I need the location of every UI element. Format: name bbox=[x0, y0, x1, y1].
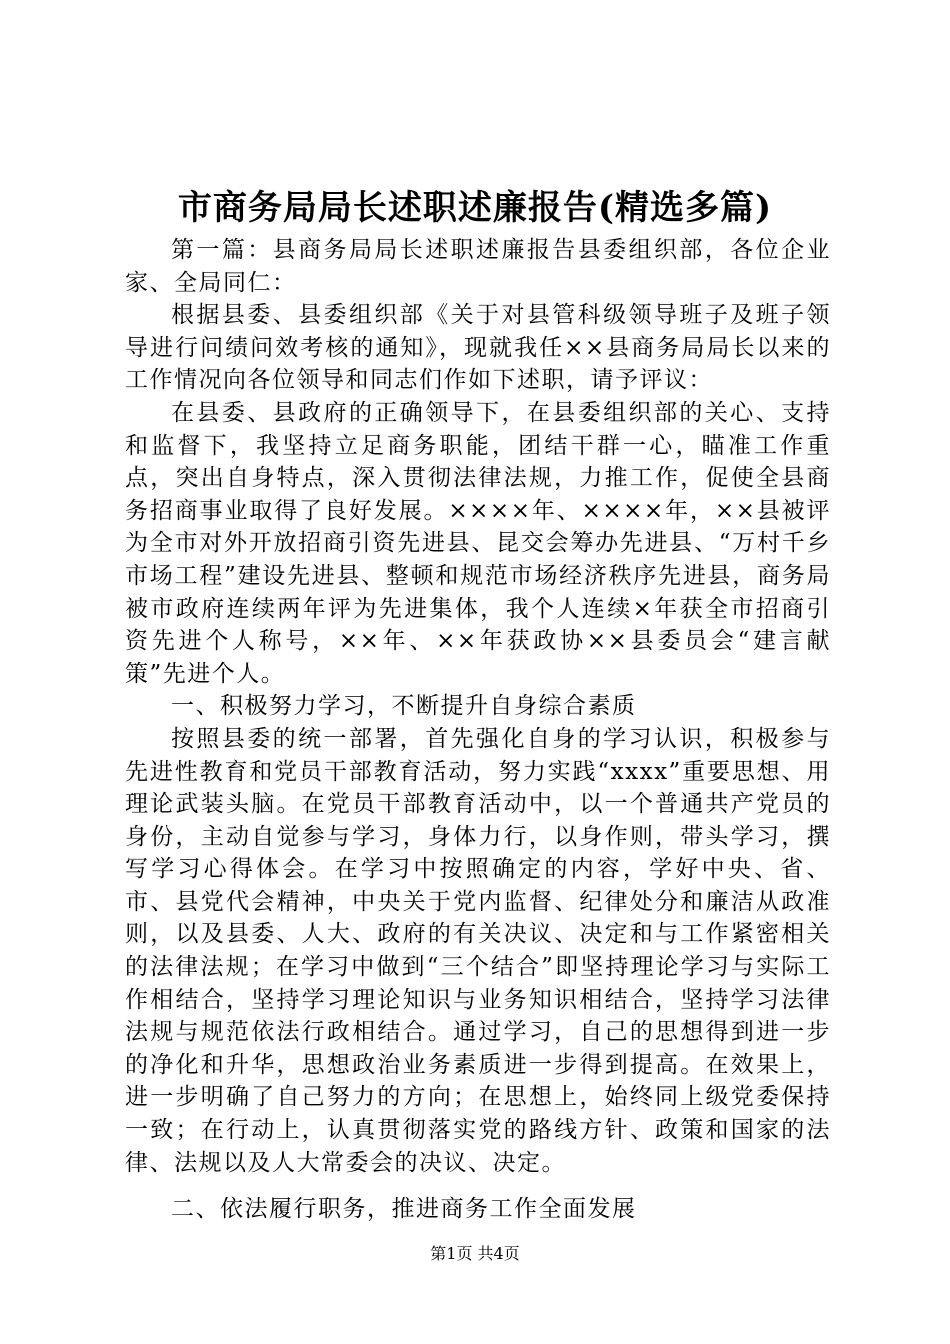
paragraph-study: 按照县委的统一部署，首先强化自身的学习认识，积极参与先进性教育和党员干部教育活动，努力实践“xxxx”重要思想、用理论武装头脑。在党员干部教育活动中，以一个普通共产党员的身份，主动自觉参与学习，身体力行，以身作则，带头学习，撰写学习心得体会。在学习中按照确定的内容，学好中央、省、市、县党代会精神，中央关于党内监督、纪律处分和廉洁从政准则，以及县委、人大、政府的有关决议、决定和与工作紧密相关的法律法规；在学习中做到“三个结合”即坚持理论学习与实际工作相结合，坚持学习理论知识与业务知识相结合，坚持学习法律法规与规范依法行政相结合。通过学习，自己的思想得到进一步的净化和升华，思想政治业务素质进一步得到提高。在效果上，进一步明确了自己努力的方向；在思想上，始终同上级党委保持一致；在行动上，认真贯彻落实党的路线方针、政策和国家的法律、法规以及人大常委会的决议、决定。 bbox=[125, 725, 831, 1176]
section-heading-1: 一、积极努力学习，不断提升自身综合素质 bbox=[171, 693, 637, 720]
document-body bbox=[125, 234, 831, 1226]
page-footer: 第1页 共4页 bbox=[430, 1244, 520, 1263]
section-heading-2: 二、依法履行职务，推进商务工作全面发展 bbox=[171, 1196, 637, 1223]
paragraph-intro: 第一篇：县商务局局长述职述廉报告县委组织部，各位企业家、全局同仁： bbox=[125, 237, 831, 296]
document-title: 市商务局局长述职述廉报告(精选多篇) bbox=[177, 188, 773, 228]
paragraph-basis: 根据县委、县委组织部《关于对县管科级领导班子及班子领导进行问绩问效考核的通知》，现就我任××县商务局局长以来的工作情况向各位领导和同志们作如下述职，请予评议： bbox=[125, 302, 831, 394]
paragraph-achievements: 在县委、县政府的正确领导下，在县委组织部的关心、支持和监督下，我坚持立足商务职能，团结干群一心，瞄准工作重点，突出自身特点，深入贯彻法律法规，力推工作，促使全县商务招商事业取得了良好发展。××××年、××××年，××县被评为全市对外开放招商引资先进县、昆交会筹办先进县、“万村千乡市场工程”建设先进县、整顿和规范市场经济秩序先进县，商务局被市政府连续两年评为先进集体，我个人连续×年获全市招商引资先进个人称号，××年、××年获政协××县委员会“建言献策”先进个人。 bbox=[125, 399, 831, 687]
